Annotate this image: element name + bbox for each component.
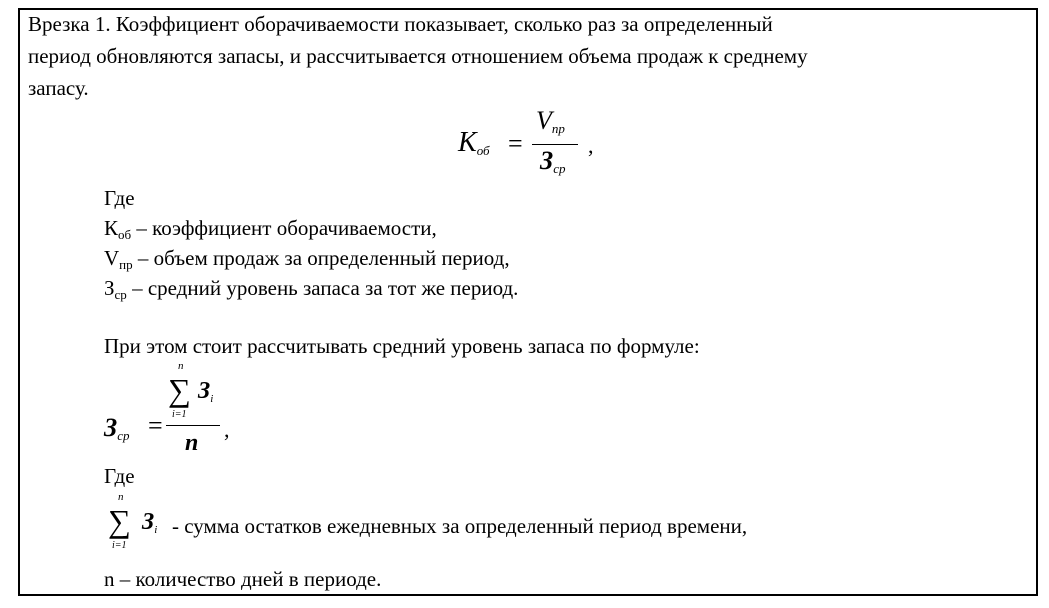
where-label-1: Где bbox=[104, 186, 135, 210]
formula2-lhs: $З_{ср}$ bbox=[104, 413, 130, 443]
sum-definition-text: - сумма остатков ежедневных за определенный период времени, bbox=[172, 514, 748, 538]
intro-line-1: Врезка 1. Коэффициент оборачиваемости показывает, сколько раз за определенный bbox=[28, 12, 773, 36]
sigma-icon: ∑ bbox=[108, 503, 131, 539]
formula1-lhs: $K_{об}$ bbox=[458, 127, 490, 158]
paragraph-2: При этом стоит рассчитывать средний уровень запаса по формуле: bbox=[104, 334, 700, 358]
formula1-equals: = bbox=[508, 129, 523, 158]
sum-lower-limit: i=1 bbox=[172, 409, 187, 420]
sum-term: $З_i$ bbox=[198, 378, 214, 405]
intro-line-2: период обновляются запасы, и рассчитывается отношением объема продаж к среднему bbox=[28, 44, 808, 68]
fraction-line bbox=[532, 144, 578, 145]
n-definition: n – количество дней в периоде. bbox=[104, 567, 382, 591]
where-label-2: Где bbox=[104, 464, 135, 488]
sigma-icon: ∑ bbox=[168, 372, 191, 408]
formula1-comma: , bbox=[588, 133, 594, 158]
def-k: $К_{об}$ – коэффициент оборачиваемости, bbox=[104, 216, 437, 242]
formula2-equals: = bbox=[148, 411, 163, 440]
def-z: $З_{ср}$ – средний уровень запаса за тот же период. bbox=[104, 276, 519, 302]
formula2-comma: , bbox=[224, 417, 230, 442]
inset-box bbox=[18, 8, 1038, 596]
formula1-denominator: $З_{ср}$ bbox=[540, 146, 566, 176]
sum-lower-limit: i=1 bbox=[112, 540, 127, 551]
fraction-line bbox=[166, 425, 220, 426]
formula1-numerator: $V_{пр}$ bbox=[536, 106, 565, 136]
sum-upper-limit: n bbox=[178, 360, 184, 372]
sum-upper-limit: n bbox=[118, 491, 124, 503]
def-v: $V_{пр}$ – объем продаж за определенный период, bbox=[104, 246, 510, 272]
sum-term: $З_i$ bbox=[142, 509, 158, 536]
formula2-denominator: n bbox=[185, 430, 199, 456]
intro-line-3: запасу. bbox=[28, 76, 89, 100]
